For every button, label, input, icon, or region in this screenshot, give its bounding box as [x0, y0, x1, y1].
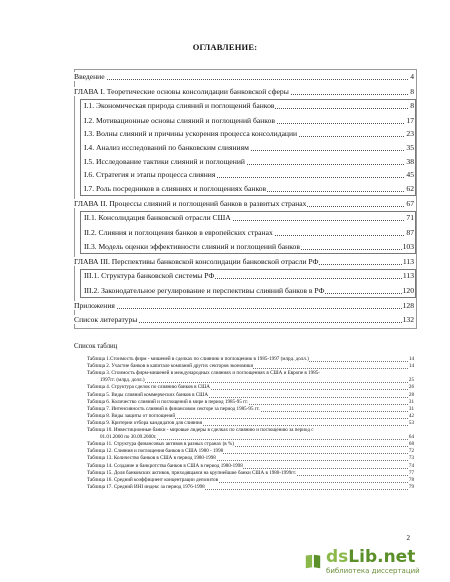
- table-list-entry: [87, 484, 414, 491]
- table-entry-label: Таблица 7. Интенсивность слияний в финансовом секторе за период 1985-95 гг.: [87, 405, 260, 412]
- table-entry-page: 28: [408, 391, 414, 398]
- toc-entry-page: 17: [406, 116, 414, 125]
- toc-entry-page: 8: [410, 101, 414, 110]
- table-entry-page: 73: [408, 455, 414, 462]
- table-entry-page: 72: [408, 448, 414, 455]
- table-entry-label: Таблица 10. Инвестиционные банки - мировые лидеры в сделках по слиянию и поглощению за период с: [87, 427, 314, 433]
- table-entry-page: 74: [408, 462, 414, 469]
- toc-entry-label: I.7. Роль посредников в слияниях и поглощениях банков: [84, 184, 267, 193]
- table-entry-label: Таблица 9. Критерии отбора кандидатов для слияния: [87, 419, 202, 426]
- table-entry-page: 31: [408, 405, 414, 412]
- table-list-entry: [87, 384, 414, 391]
- toc-entry-page: 35: [406, 143, 414, 152]
- table-entry-page: 77: [408, 469, 414, 476]
- table-entry-label: Таблица 3. Стоимость фирм-мишеней в международных слияниях и поглощениях в США и Европе в 1985-: [87, 370, 320, 377]
- watermark-logo: [304, 546, 444, 576]
- table-entry-label: Таблица 12. Слияния и поглощения банков в США 1980 - 1998: [87, 448, 224, 455]
- toc-entry-label: III.1. Структура банковской системы РФ: [84, 271, 215, 280]
- table-entry-page: 79: [408, 483, 414, 490]
- table-entry-label: Таблица 8. Виды защиты от поглощений: [87, 412, 176, 419]
- table-entry-page: 64: [408, 434, 414, 441]
- table-entry-label: Таблица 17. Средний ИНІ индекс за период 1976-1998: [87, 483, 205, 490]
- table-list-entry: [87, 399, 414, 406]
- toc-entry-page: 23: [406, 129, 414, 138]
- toc-entry-page: 87: [406, 228, 414, 237]
- toc-entry-label: II.1. Консолидация банковской отрасли США: [84, 213, 231, 222]
- toc-entry-page: 132: [402, 315, 414, 324]
- table-list-entry: [87, 392, 414, 399]
- watermark-brand: dsLib.net: [326, 547, 416, 567]
- table-entry-label: Таблица 2. Участие банков в капитале компаний других секторов экономики: [87, 363, 254, 370]
- table-entry-label: Таблица 11. Структура финансовых активов в разных странах (в %): [87, 441, 234, 448]
- table-list-entry: [87, 455, 414, 462]
- toc-entry-page: 113: [402, 271, 414, 280]
- toc-entry-label: I.2. Мотивационные основы слияний и поглощений банков: [84, 116, 275, 125]
- table-entry-page: 78: [408, 476, 414, 483]
- table-entry-page: 31: [408, 398, 414, 405]
- toc-entry-page: 71: [406, 213, 414, 222]
- toc-entry-page: 120: [402, 286, 414, 295]
- toc-entry-label: Приложения: [74, 301, 115, 310]
- table-list-entry: [87, 448, 414, 455]
- toc-entry-label: II.3. Модель оценки эффективности слияний и поглощений банков: [84, 242, 300, 251]
- toc-entry-page: 4: [410, 72, 414, 81]
- table-entry-page: 53: [408, 419, 414, 426]
- tables-heading: Список таблиц: [74, 343, 118, 350]
- toc-entry-page: 45: [406, 170, 414, 179]
- toc-entry-label: II.2. Слияния и поглощения банков в европейских странах: [84, 228, 273, 237]
- toc-entry-page: 128: [402, 301, 414, 310]
- table-list-entry: [87, 427, 414, 434]
- table-entry-label: Таблица 16. Средний коэффициент концентрации депозитов: [87, 476, 218, 483]
- toc-entry-page: 113: [402, 257, 414, 266]
- table-entry-label: 01.01.2000 по 30.09.2000г.: [100, 434, 157, 441]
- table-entry-label: Таблица 5. Виды слияний коммерческих банков в США: [87, 391, 209, 398]
- book-icon: [304, 552, 322, 570]
- toc-entry-label: I.6. Стратегия и этапы процесса слияния: [84, 170, 216, 179]
- page-number: 2: [406, 534, 410, 542]
- table-entry-label: Таблица 6. Количество слияний и поглощений в мире в период 1985-95 гг.: [87, 398, 249, 405]
- table-entry-page: 14: [408, 363, 414, 370]
- table-entry-label: Таблица 14. Создание и банкротства банков в США в период 1980-1998: [87, 462, 243, 469]
- table-entry-label: Таблица 1.Стоимость фирм - мишеней в сделках по слиянию и поглощению в 1985-1997 (млрд. долл.): [87, 356, 309, 362]
- toc-entry-label: I.4. Анализ исследований по банковским слияниям: [84, 143, 249, 152]
- toc-entry-label: III.2. Законодательное регулирование и перспективы слияний банков в РФ: [84, 286, 325, 295]
- page-title: ОГЛАВЛЕНИЕ:: [192, 42, 258, 52]
- toc-entry-label: ГЛАВА II. Процессы слияний и поглощений банков в развитых странах: [74, 199, 307, 208]
- toc-entry-label: ГЛАВА I. Теоретические основы консолидации банковской сферы: [74, 87, 289, 96]
- table-list-entry-continuation: [100, 434, 414, 441]
- toc-entry-label: I.5. Исследование тактики слияний и поглощений: [84, 157, 245, 166]
- table-list-entry: [87, 420, 414, 427]
- table-list-entry: [87, 477, 414, 484]
- table-list-entry: [87, 441, 414, 448]
- watermark-subtitle: библиотека диссертаций: [326, 567, 420, 575]
- table-entry-label: Таблица 4. Структура сделок по слиянию банков в США: [87, 384, 210, 391]
- table-list-entry: [87, 363, 414, 370]
- table-list-entry: [87, 470, 414, 477]
- toc-entry-label: Введение: [74, 72, 105, 81]
- table-list-entry: [87, 356, 414, 363]
- table-entry-page: 68: [408, 441, 414, 448]
- table-entry-label: 1997гг. (млрд. долл.): [100, 377, 145, 384]
- table-list-entry: [87, 463, 414, 470]
- table-entry-page: 26: [408, 384, 414, 391]
- toc-entry-label: ГЛАВА III. Перспективы банковской консолидации банковской отрасли РФ: [74, 257, 319, 266]
- toc-entry-page: 67: [406, 199, 414, 208]
- toc-entry-label: I.3. Волны слияний и причины ускорения процесса консолидации: [84, 129, 298, 138]
- table-list-entry: [87, 413, 414, 420]
- table-list-entry-continuation: [100, 377, 414, 384]
- table-entry-page: 25: [408, 377, 414, 384]
- toc-entry-label: Список литературы: [74, 315, 138, 324]
- toc-entry-page: 38: [406, 157, 414, 166]
- table-entry-label: Таблица 15. Доля банковских активов, приходящаяся на крупнейшие банки США в 1980-1999гг.: [87, 469, 297, 476]
- toc-entry-page: 62: [406, 184, 414, 193]
- table-entry-page: 14: [408, 356, 414, 362]
- toc-entry-page: 103: [402, 242, 414, 251]
- toc-entry-label: I.1. Экономическая природа слияний и поглощений банков: [84, 101, 275, 110]
- toc-entry-page: 8: [410, 87, 414, 96]
- table-entry-label: Таблица 13. Количество банков в США в период 1980-1998: [87, 455, 216, 462]
- table-list-entry: [87, 370, 414, 377]
- table-list-entry: [87, 406, 414, 413]
- table-entry-page: 42: [408, 412, 414, 419]
